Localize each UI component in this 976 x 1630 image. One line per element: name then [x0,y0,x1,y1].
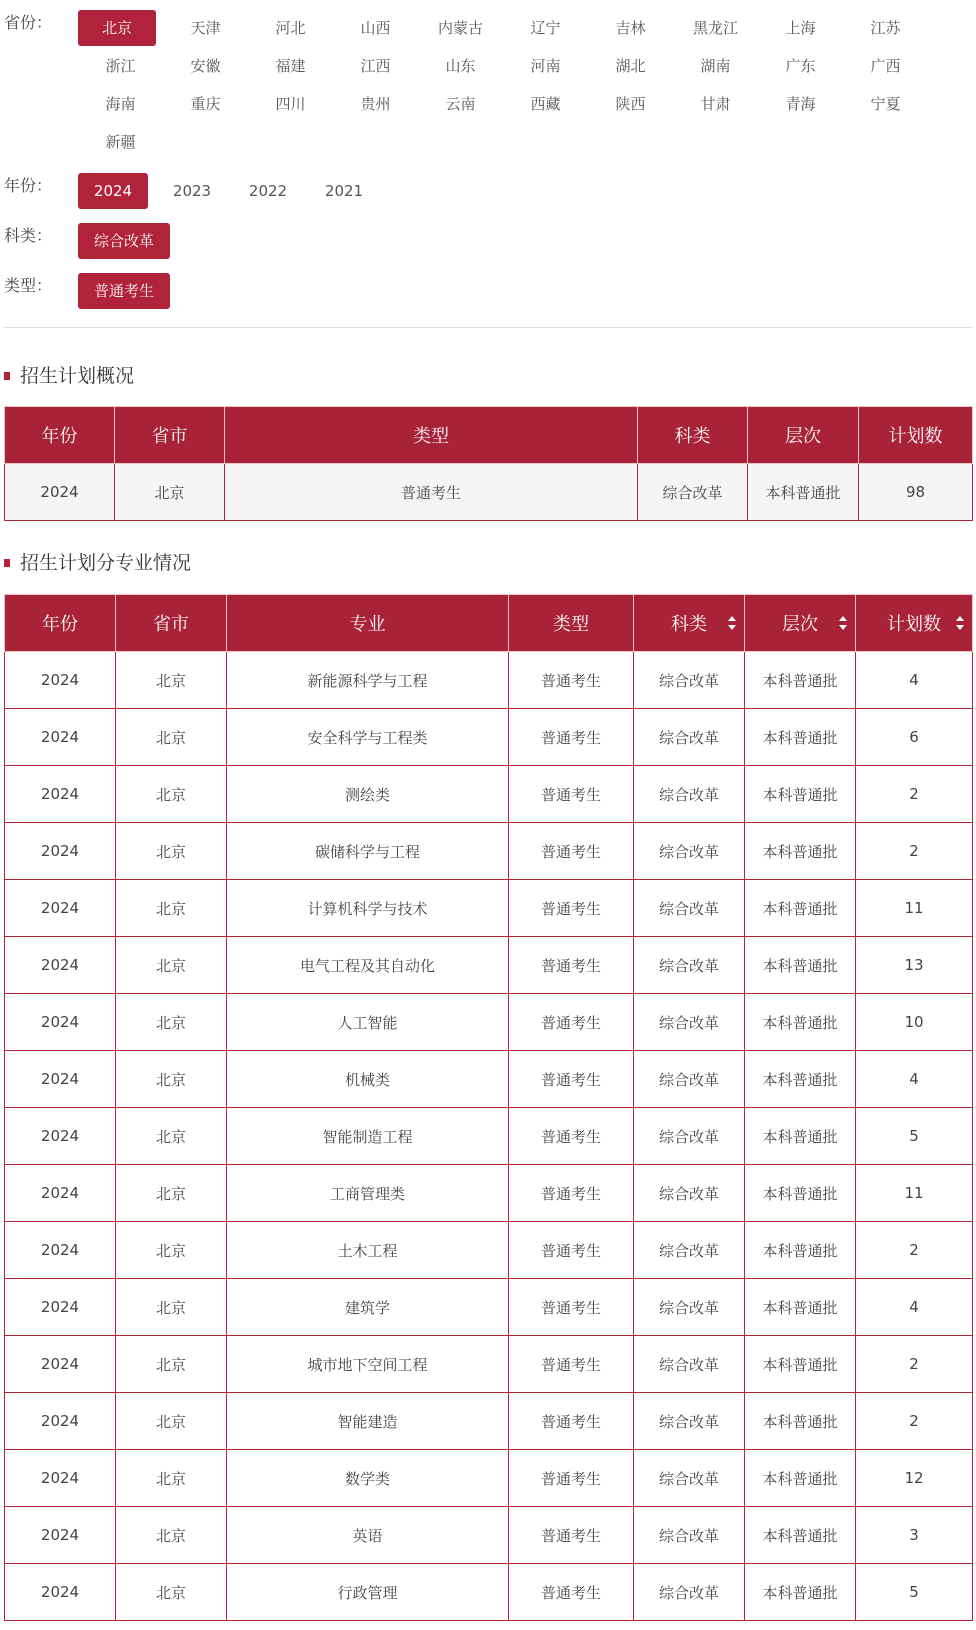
table-cell: 工商管理类 [227,1165,509,1222]
table-cell: 北京 [116,1336,227,1393]
column-header-label: 科类 [671,614,707,635]
column-header: 年份 [5,407,115,464]
majors-body [5,652,973,1621]
table-cell: 2024 [5,1336,116,1393]
table-cell: 综合改革 [634,880,745,937]
column-header-label: 计划数 [887,614,941,635]
province-option[interactable]: 山西 [360,19,391,37]
province-option[interactable]: 辽宁 [530,19,561,37]
table-cell: 北京 [116,1393,227,1450]
table-cell: 综合改革 [634,1051,745,1108]
table-cell: 综合改革 [634,1507,745,1564]
table-cell: 综合改革 [634,823,745,880]
majors-title-text: 招生计划分专业情况 [20,552,192,574]
province-option[interactable]: 山东 [445,57,476,75]
table-cell: 综合改革 [634,709,745,766]
table-cell: 12 [856,1450,973,1507]
table-cell: 2 [856,1393,973,1450]
province-option-active[interactable]: 北京 [78,10,156,46]
column-header: 省市 [115,407,225,464]
table-cell: 本科普通批 [745,1450,856,1507]
province-option[interactable]: 安徽 [190,57,221,75]
table-cell: 2024 [5,709,116,766]
province-option[interactable]: 云南 [445,95,476,113]
table-cell: 碳储科学与工程 [227,823,509,880]
table-cell: 建筑学 [227,1279,509,1336]
table-row [5,1108,973,1165]
table-row [5,994,973,1051]
filter-divider [4,327,972,328]
table-cell: 3 [856,1507,973,1564]
table-cell: 本科普通批 [745,823,856,880]
table-cell: 土木工程 [227,1222,509,1279]
table-cell: 2024 [5,880,116,937]
table-row [5,937,973,994]
table-cell: 普通考生 [509,1165,634,1222]
column-header [509,595,634,652]
type-filter-label: 类型： [4,276,53,295]
table-cell: 北京 [116,937,227,994]
year-option[interactable]: 2022 [248,182,288,200]
table-row [5,1222,973,1279]
table-cell: 人工智能 [227,994,509,1051]
table-cell: 普通考生 [509,1450,634,1507]
table-cell: 本科普通批 [745,1051,856,1108]
table-cell: 2024 [5,1108,116,1165]
table-cell: 2024 [5,1450,116,1507]
column-header: 科类 [638,407,748,464]
province-option[interactable]: 浙江 [105,57,136,75]
majors-table [4,594,973,1621]
table-cell: 普通考生 [509,1279,634,1336]
table-cell: 综合改革 [634,1564,745,1621]
table-cell: 综合改革 [634,1108,745,1165]
table-cell: 本科普通批 [745,766,856,823]
overview-data-row [5,464,973,521]
table-cell: 2024 [5,1279,116,1336]
overview-section-title [4,363,134,389]
table-cell: 本科普通批 [745,1165,856,1222]
table-cell: 城市地下空间工程 [227,1336,509,1393]
table-cell: 北京 [116,1564,227,1621]
province-option[interactable]: 青海 [785,95,816,113]
province-option[interactable]: 天津 [190,19,221,37]
table-cell: 11 [856,1165,973,1222]
table-row [5,1507,973,1564]
province-option[interactable]: 海南 [105,95,136,113]
province-option[interactable]: 广西 [870,57,901,75]
table-cell: 本科普通批 [745,1222,856,1279]
table-cell: 2024 [5,652,116,709]
table-cell: 2 [856,1336,973,1393]
square-bullet-icon [4,559,10,567]
table-cell: 2024 [5,464,115,521]
table-cell: 普通考生 [509,823,634,880]
table-cell: 北京 [116,1108,227,1165]
province-option[interactable]: 甘肃 [700,95,731,113]
column-header [116,595,227,652]
subject-option-active[interactable]: 综合改革 [78,223,170,259]
sort-icon[interactable] [956,616,964,630]
province-option[interactable]: 湖南 [700,57,731,75]
table-cell: 本科普通批 [748,464,859,521]
overview-title-text: 招生计划概况 [20,365,135,387]
table-cell: 2024 [5,937,116,994]
province-options [78,10,958,162]
table-cell: 2 [856,823,973,880]
table-cell: 普通考生 [509,937,634,994]
table-cell: 综合改革 [634,652,745,709]
type-filter [0,273,976,309]
province-option[interactable]: 湖北 [615,57,646,75]
table-cell: 综合改革 [634,1279,745,1336]
table-cell: 2 [856,1222,973,1279]
table-cell: 普通考生 [509,652,634,709]
year-filter-label: 年份： [4,176,53,195]
majors-section-title [4,550,191,576]
table-cell: 北京 [116,1165,227,1222]
province-filter-label: 省份： [4,13,53,32]
province-option[interactable]: 宁夏 [870,95,901,113]
table-cell: 新能源科学与工程 [227,652,509,709]
table-cell: 10 [856,994,973,1051]
table-cell: 北京 [116,1279,227,1336]
table-cell: 本科普通批 [745,1279,856,1336]
table-cell: 综合改革 [634,994,745,1051]
table-cell: 2024 [5,1507,116,1564]
table-cell: 北京 [116,709,227,766]
square-bullet-icon [4,372,10,380]
table-cell: 2024 [5,823,116,880]
table-cell: 计算机科学与技术 [227,880,509,937]
table-cell: 智能制造工程 [227,1108,509,1165]
table-cell: 4 [856,1051,973,1108]
column-header: 类型 [225,407,638,464]
table-cell: 普通考生 [509,1507,634,1564]
table-cell: 综合改革 [634,1165,745,1222]
table-cell: 本科普通批 [745,994,856,1051]
table-cell: 综合改革 [634,766,745,823]
province-option[interactable]: 黑龙江 [692,19,738,37]
province-option[interactable]: 西藏 [530,95,561,113]
majors-header-row [5,595,973,652]
table-cell: 北京 [115,464,225,521]
sort-icon[interactable] [728,616,736,630]
table-cell: 北京 [116,652,227,709]
province-option[interactable]: 内蒙古 [437,19,483,37]
province-option[interactable]: 江苏 [870,19,901,37]
table-cell: 智能建造 [227,1393,509,1450]
table-cell: 机械类 [227,1051,509,1108]
table-cell: 普通考生 [509,1393,634,1450]
sortable-column-header[interactable] [634,595,745,652]
table-cell: 2024 [5,1564,116,1621]
table-cell: 4 [856,652,973,709]
table-cell: 6 [856,709,973,766]
table-cell: 普通考生 [509,880,634,937]
table-cell: 2024 [5,1393,116,1450]
year-option[interactable]: 2023 [172,182,212,200]
table-cell: 4 [856,1279,973,1336]
province-option[interactable]: 福建 [275,57,306,75]
table-cell: 5 [856,1108,973,1165]
province-option[interactable]: 新疆 [105,133,136,151]
table-cell: 11 [856,880,973,937]
table-cell: 测绘类 [227,766,509,823]
table-cell: 数学类 [227,1450,509,1507]
table-cell: 综合改革 [634,1222,745,1279]
table-row [5,766,973,823]
table-row [5,880,973,937]
table-cell: 综合改革 [634,1336,745,1393]
table-cell: 北京 [116,1450,227,1507]
table-cell: 普通考生 [509,1336,634,1393]
table-cell: 安全科学与工程类 [227,709,509,766]
table-cell: 普通考生 [509,1222,634,1279]
table-row [5,709,973,766]
column-header-label: 年份 [42,614,78,635]
province-option[interactable]: 江西 [360,57,391,75]
table-cell: 2024 [5,1222,116,1279]
sortable-column-header[interactable] [856,595,973,652]
overview-header-row [5,407,973,464]
table-cell: 行政管理 [227,1564,509,1621]
table-cell: 北京 [116,1507,227,1564]
table-cell: 2024 [5,994,116,1051]
year-filter [0,173,976,209]
table-cell: 98 [859,464,973,521]
sort-icon[interactable] [839,616,847,630]
column-header [227,595,509,652]
table-cell: 北京 [116,1051,227,1108]
table-row [5,1279,973,1336]
column-header: 层次 [748,407,859,464]
table-cell: 普通考生 [509,766,634,823]
table-cell: 本科普通批 [745,1507,856,1564]
table-cell: 5 [856,1564,973,1621]
subject-filter-label: 科类： [4,226,53,245]
table-row [5,652,973,709]
table-cell: 普通考生 [509,1564,634,1621]
table-row [5,1336,973,1393]
table-cell: 本科普通批 [745,652,856,709]
table-cell: 本科普通批 [745,709,856,766]
table-cell: 北京 [116,823,227,880]
table-cell: 北京 [116,766,227,823]
table-cell: 普通考生 [509,994,634,1051]
table-cell: 本科普通批 [745,1108,856,1165]
table-cell: 普通考生 [509,1108,634,1165]
year-options [78,173,382,209]
sortable-column-header[interactable] [745,595,856,652]
subject-filter [0,223,976,259]
column-header [5,595,116,652]
table-cell: 综合改革 [634,1450,745,1507]
table-cell: 北京 [116,880,227,937]
table-cell: 普通考生 [509,709,634,766]
year-option-active[interactable]: 2024 [78,173,148,209]
column-header-label: 层次 [782,614,818,635]
column-header: 计划数 [859,407,973,464]
column-header-label: 类型 [553,614,589,635]
column-header-label: 专业 [349,614,386,635]
table-cell: 北京 [116,1222,227,1279]
province-option[interactable]: 四川 [275,95,306,113]
type-option-active[interactable]: 普通考生 [78,273,170,309]
province-option[interactable]: 河北 [275,19,306,37]
table-cell: 综合改革 [638,464,748,521]
overview-table [4,406,973,521]
province-option[interactable]: 重庆 [190,95,221,113]
table-cell: 2024 [5,1165,116,1222]
table-cell: 英语 [227,1507,509,1564]
table-cell: 13 [856,937,973,994]
year-option[interactable]: 2021 [324,182,364,200]
table-cell: 电气工程及其自动化 [227,937,509,994]
table-cell: 普通考生 [509,1051,634,1108]
province-option[interactable]: 上海 [785,19,816,37]
table-row [5,1393,973,1450]
province-option[interactable]: 广东 [785,57,816,75]
table-cell: 本科普通批 [745,880,856,937]
table-cell: 北京 [116,994,227,1051]
table-cell: 本科普通批 [745,1564,856,1621]
table-row [5,1051,973,1108]
table-cell: 2024 [5,766,116,823]
column-header-label: 省市 [153,614,189,635]
table-row [5,1564,973,1621]
province-option[interactable]: 陕西 [615,95,646,113]
table-cell: 本科普通批 [745,1393,856,1450]
table-cell: 本科普通批 [745,1336,856,1393]
table-row [5,823,973,880]
province-option[interactable]: 吉林 [615,19,646,37]
table-cell: 2024 [5,1051,116,1108]
table-row [5,1165,973,1222]
table-cell: 2 [856,766,973,823]
province-option[interactable]: 贵州 [360,95,391,113]
table-cell: 普通考生 [225,464,638,521]
table-cell: 本科普通批 [745,937,856,994]
province-option[interactable]: 河南 [530,57,561,75]
table-cell: 综合改革 [634,1393,745,1450]
table-cell: 综合改革 [634,937,745,994]
province-filter [0,10,976,160]
table-row [5,1450,973,1507]
